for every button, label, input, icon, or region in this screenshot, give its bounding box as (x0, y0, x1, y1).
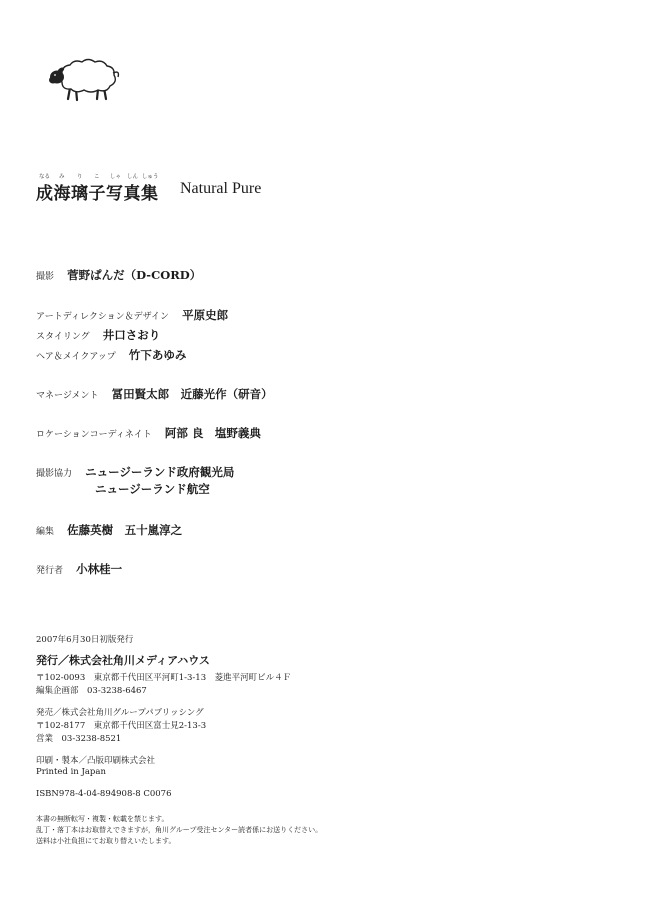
credit-editor (36, 519, 182, 538)
credit-role: ヘア＆メイクアップ (36, 352, 116, 362)
credit-role: 撮影 (36, 272, 55, 282)
credit-publisher (36, 558, 122, 577)
credit-cooperation (36, 461, 234, 480)
ruby-7: しゅう (142, 174, 159, 180)
credit-role: 撮影協力 (36, 469, 73, 479)
credit-location (36, 422, 261, 441)
sheep-logo-icon (44, 55, 126, 103)
credit-name: 竹下あゆみ (128, 348, 187, 362)
ruby-3: り (77, 174, 83, 180)
copyright-note-1: 本書の無断転写・複製・転載を禁じます。 (36, 815, 169, 823)
credit-role: 編集 (36, 527, 55, 537)
ruby-6: しん (127, 174, 139, 180)
copyright-note-2: 乱丁・落丁本はお取替えできますが，角川グループ受注センター読者係にお送りください。 (36, 826, 323, 834)
seller: 発売／株式会社角川グループパブリッシング (36, 708, 204, 718)
printer: 印刷・製本／凸版印刷株式会社 (36, 756, 156, 766)
credit-name: 菅野ぱんだ（D-CORD） (67, 268, 202, 282)
credit-role: ロケーションコーディネイト (36, 430, 152, 440)
book-subtitle: Natural Pure (180, 180, 262, 197)
credit-name: 平原史郎 (182, 308, 229, 322)
credit-name: 阿部 良 塩野義典 (164, 426, 261, 440)
credit-role: 発行者 (36, 566, 64, 576)
credit-name: 井口さおり (102, 328, 161, 342)
credit-cooperation-name-2: ニュージーランド航空 (95, 482, 210, 496)
credit-management (36, 383, 273, 402)
credit-art (36, 304, 228, 323)
credit-name: 佐藤英樹 五十嵐淳之 (67, 523, 183, 537)
ruby-4: こ (94, 174, 100, 180)
credit-name: 冨田賢太郎 近藤光作（研音） (111, 387, 273, 401)
printed-in: Printed in Japan (36, 767, 106, 777)
ruby-5: しゃ (110, 174, 122, 180)
first-edition-date: 2007年6月30日初版発行 (36, 635, 134, 645)
credit-name: 小林桂一 (76, 562, 123, 576)
issuer-tel: 編集企画部 03-3238-6467 (36, 686, 147, 696)
issuer: 発行／株式会社角川メディアハウス (36, 654, 210, 667)
ruby-1: なる (39, 174, 51, 180)
credit-photo (36, 264, 201, 283)
isbn: ISBN978-4-04-894908-8 C0076 (36, 789, 172, 799)
credit-styling (36, 324, 160, 343)
credit-role: スタイリング (36, 332, 90, 342)
ruby-2: み (59, 174, 65, 180)
credit-role: マネージメント (36, 391, 99, 401)
issuer-address: 〒102-0093 東京都千代田区平河町1-3-13 菱進平河町ビル４Ｆ (36, 673, 292, 683)
credit-name: ニュージーランド政府観光局 (85, 465, 235, 479)
seller-address: 〒102-8177 東京都千代田区富士見2-13-3 (36, 721, 207, 731)
copyright-note-3: 送料は小社負担にてお取り替えいたします。 (36, 837, 176, 845)
credit-hair (36, 344, 186, 363)
seller-tel: 営業 03-3238-8521 (36, 734, 122, 744)
book-title: 成海璃子写真集 (36, 184, 159, 204)
credit-role: アートディレクション＆デザイン (36, 312, 170, 322)
